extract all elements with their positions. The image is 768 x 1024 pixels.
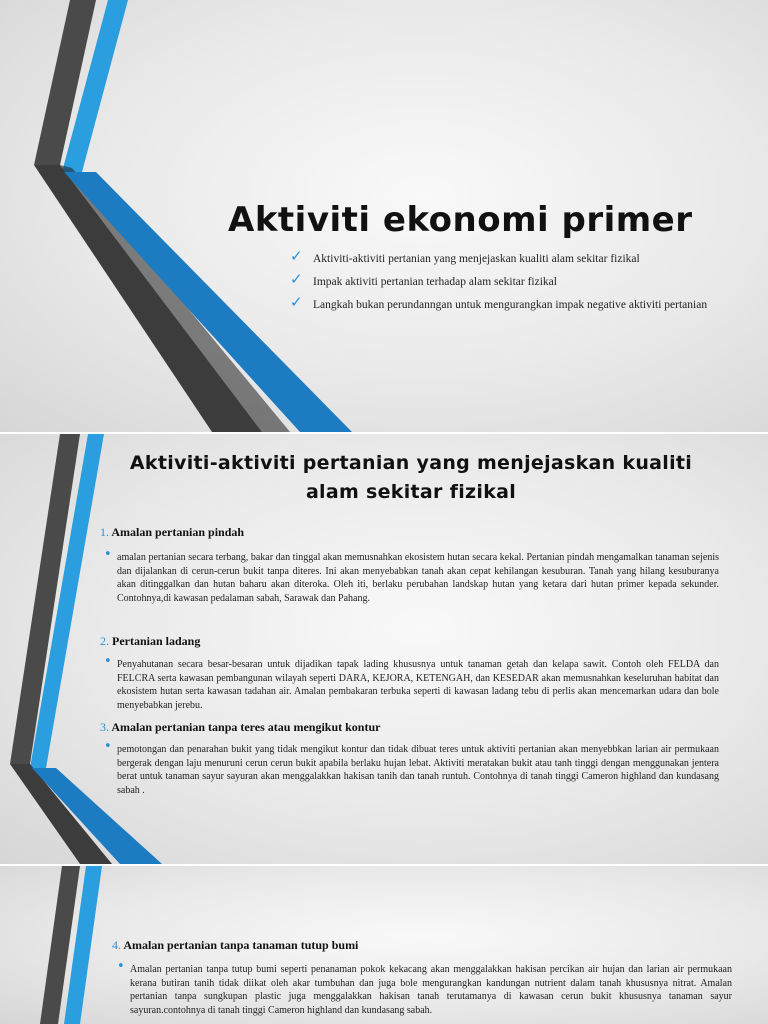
- slide-title: Aktiviti-aktiviti pertanian yang menjejaskan kualiti alam sekitar fizikal: [129, 452, 693, 503]
- slide-1: [0, 0, 768, 432]
- objective-item: [290, 293, 718, 313]
- objective-text: Langkah bukan perundanngan untuk mengurangkan impak negative aktiviti pertanian: [313, 299, 708, 311]
- bullet-icon: •: [104, 739, 112, 754]
- objective-item: [290, 247, 718, 267]
- objective-text: Impak aktiviti pertanian terhadap alam sekitar fizikal: [313, 276, 557, 288]
- section-paragraph: [104, 739, 719, 797]
- section-heading-text: Pertanian ladang: [112, 634, 201, 648]
- paragraph-text: Penyahutanan secara besar-besaran untuk dijadikan tapak lading khususnya untuk tanaman getah dan kelapa sawit. Contoh oleh FELDA dan FELCRA serta kawasan pembangunan wilayah seperti DARA, KEJORA, KETENGAH, dan KESEDAR akan memusnahkan keseluruhan habitat dan ekosistem hutan serta kawasan tadahan air. Amalan pembakaran terbuka seperti di kawasan ladang tebu di perlis akan mencemarkan udara dan bole menyebabkan jerebu.: [117, 659, 719, 711]
- bullet-icon: •: [104, 547, 112, 562]
- paragraph-text: amalan pertanian secara terbang, bakar dan tinggal akan memusnahkan ekosistem hutan secara kekal. Pertanian pindah mengamalkan tanaman sejenis dan dijalankan di cerun-cerun bukit tanpa diteres. Ini akan menyebabkan tanah akan cepat kehilangan kesuburan. Tanah yang hilang kesuburanya akan ditinggalkan dan hutan baharu akan diteroka. Oleh iti, berlaku perubahan landskap hutan yang ketara dari hutan primer kepada sekunder. Contohnya,di kawasan pedalaman sabah, Sarawak dan Pahang.: [117, 552, 719, 604]
- objectives-list: [290, 247, 718, 321]
- slide-2: [0, 434, 768, 864]
- paragraph-text: Amalan pertanian tanpa tutup bumi seperti penanaman pokok kekacang akan menggalakkan hakisan percikan air hujan dan larian air permukaan kerana butiran tanih tidak diikat oleh akar tumbuhan dan juga bole mengurangkan kandungan nutrient dalam tanah khususnya nitrat. Amalan pertanian tanpa sungkupan plastic juga menggalakkan hakisan tanah terutamanya di kawasan cerun bukit khususnya tanaman sayur sayuran.contohnya di tanah tinggi Cameron highland dan kundasang sabah.: [130, 964, 732, 1016]
- section-number: 3.: [100, 720, 109, 734]
- bullet-icon: •: [104, 654, 112, 669]
- section-number: 1.: [100, 525, 109, 539]
- section-paragraph: [117, 959, 732, 1017]
- slide-3: [0, 866, 768, 1024]
- section-heading: [100, 634, 200, 649]
- bullet-icon: •: [117, 959, 125, 974]
- paragraph-text: pemotongan dan penarahan bukit yang tidak mengikut kontur dan tidak dibuat teres untuk aktiviti pertanian akan menyebbkan larian air permukaan bergerak dengan laju menuruni cerun cerun bukit apabila berlaku hujan lebat. Aktiviti meratakan bukit atau tanh tinggi dengan menggunakan jentera berat untuk tanaman sayur sayuran akan menggalakkan hakisan tanih dan tanah runtuh. Contohnya di tanah tinggi Cameron highland dan kundasang sabah .: [117, 744, 719, 796]
- section-heading: [112, 938, 358, 953]
- objective-item: [290, 270, 718, 290]
- check-icon: ✓: [290, 293, 303, 311]
- section-number: 4.: [112, 938, 121, 952]
- objective-text: Aktiviti-aktiviti pertanian yang menjejaskan kualiti alam sekitar fizikal: [313, 253, 640, 265]
- section-paragraph: [104, 654, 719, 712]
- section-heading-text: Amalan pertanian tanpa tanaman tutup bumi: [123, 938, 359, 952]
- section-heading-text: Amalan pertanian tanpa teres atau mengikut kontur: [111, 720, 381, 734]
- section-heading-text: Amalan pertanian pindah: [111, 525, 245, 539]
- page-title: Aktiviti ekonomi primer: [228, 200, 693, 240]
- section-paragraph: [104, 547, 719, 605]
- section-heading: [100, 720, 380, 735]
- check-icon: ✓: [290, 247, 303, 265]
- check-icon: ✓: [290, 270, 303, 288]
- section-number: 2.: [100, 634, 109, 648]
- section-heading: [100, 525, 244, 540]
